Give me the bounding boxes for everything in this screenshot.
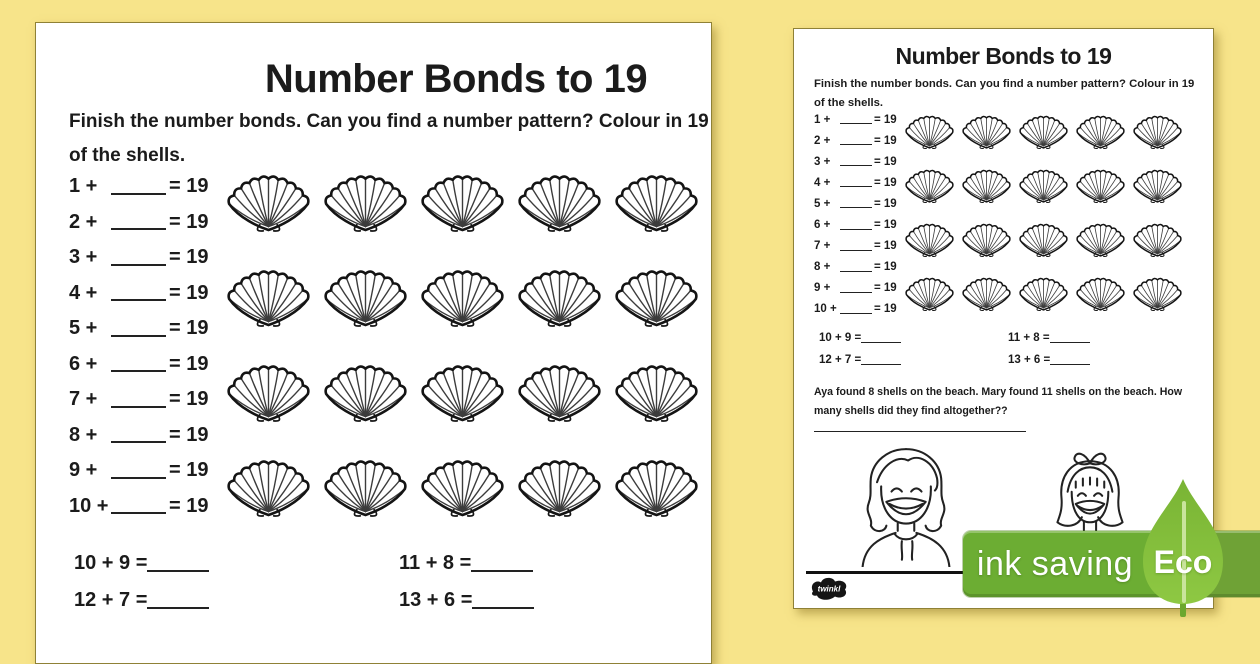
bond-addend: 7 +: [69, 388, 98, 411]
bond-row: [69, 169, 208, 205]
shell-icon: [613, 347, 700, 427]
answer-line: [147, 555, 209, 572]
sum-equation: [399, 552, 533, 575]
shell-icon: [1018, 105, 1069, 152]
shell-cell: [608, 149, 705, 244]
worksheet-page-large: [35, 22, 712, 664]
shell-cell: [958, 101, 1015, 155]
shell-cell: [1072, 101, 1129, 155]
shell-icon: [1018, 267, 1069, 314]
shell-icon: [904, 105, 955, 152]
shell-icon: [225, 252, 312, 332]
shell-cell: [511, 339, 608, 434]
bond-addend: 9 +: [814, 282, 831, 295]
shell-cell: [901, 263, 958, 317]
shell-cell: [901, 209, 958, 263]
sum-text: 13 + 6 =: [399, 589, 473, 611]
bond-row: [814, 236, 897, 257]
shell-cell: [608, 339, 705, 434]
answer-line: [111, 356, 166, 372]
bond-result: = 19: [874, 261, 897, 274]
sum-equation: [1008, 354, 1090, 366]
answer-line: [111, 392, 166, 408]
bond-result: = 19: [169, 352, 209, 375]
shell-icon: [961, 267, 1012, 314]
answer-line: [840, 157, 872, 166]
shell-cell: [317, 434, 414, 529]
shell-icon: [419, 347, 506, 427]
answer-line: [472, 592, 534, 609]
shell-cell: [220, 244, 317, 339]
answer-line: [840, 242, 872, 251]
answer-line: [840, 305, 872, 314]
page-title: Number Bonds to 19: [264, 57, 648, 101]
shell-icon: [613, 252, 700, 332]
bond-row: [69, 382, 208, 418]
shell-icon: [419, 252, 506, 332]
shell-cell: [317, 149, 414, 244]
bond-addend: 1 +: [814, 113, 831, 126]
bond-row: [69, 240, 208, 276]
shell-icon: [1075, 105, 1126, 152]
sum-equation: [74, 552, 209, 575]
sum-equation: [819, 332, 901, 344]
bond-addend: 6 +: [69, 352, 98, 375]
bond-row: [814, 109, 897, 130]
answer-line: [111, 285, 166, 301]
shell-cell: [317, 339, 414, 434]
shell-cell: [220, 339, 317, 434]
shell-icon: [961, 159, 1012, 206]
shell-icon: [1132, 159, 1183, 206]
shell-icon: [322, 252, 409, 332]
answer-line: [840, 136, 872, 145]
shell-icon: [322, 347, 409, 427]
instructions-text: Finish the number bonds. Can you find a number pattern? Colour in 19 of the shells.: [814, 78, 1195, 109]
shell-icon: [516, 252, 603, 332]
shell-cell: [220, 149, 317, 244]
bond-addend: 10 +: [69, 494, 109, 517]
answer-line: [840, 115, 872, 124]
bond-result: = 19: [169, 388, 209, 411]
answer-line: [861, 333, 901, 343]
sum-text: 13 + 6 =: [1008, 354, 1051, 366]
sum-equation: [819, 354, 901, 366]
shell-icon: [225, 442, 312, 522]
answer-line: [111, 498, 166, 514]
shell-cell: [414, 434, 511, 529]
shell-cell: [1072, 155, 1129, 209]
sum-text: 11 + 8 =: [1008, 332, 1050, 344]
shell-icon: [1075, 159, 1126, 206]
bond-row: [814, 151, 897, 172]
answer-line: [861, 355, 901, 365]
answer-line: [471, 555, 533, 572]
shell-icon: [1075, 213, 1126, 260]
shell-cell: [1015, 209, 1072, 263]
answer-line: [840, 178, 872, 187]
shell-icon: [225, 347, 312, 427]
shell-icon: [225, 157, 312, 237]
bond-result: = 19: [874, 219, 897, 232]
bond-addend: 3 +: [69, 246, 98, 269]
shell-cell: [1072, 263, 1129, 317]
shell-grid: [901, 101, 1186, 317]
shell-icon: [613, 157, 700, 237]
bond-addend: 6 +: [814, 219, 831, 232]
shell-cell: [1072, 209, 1129, 263]
answer-line: [111, 214, 166, 230]
answer-line: [840, 284, 872, 293]
shell-cell: [414, 149, 511, 244]
shell-grid: [220, 149, 705, 529]
bond-row: [814, 299, 897, 320]
sum-text: 12 + 7 =: [74, 589, 148, 611]
shell-icon: [904, 159, 955, 206]
sum-equation: [399, 589, 534, 612]
word-problem: [814, 383, 1206, 439]
bond-row: [69, 311, 208, 347]
bond-row: [814, 278, 897, 299]
bond-result: = 19: [874, 197, 897, 210]
shell-icon: [1132, 213, 1183, 260]
shell-icon: [516, 347, 603, 427]
shell-cell: [1015, 155, 1072, 209]
shell-cell: [958, 209, 1015, 263]
bond-result: = 19: [169, 175, 209, 198]
answer-line: [840, 263, 872, 272]
sum-text: 10 + 9 =: [819, 332, 862, 344]
shell-icon: [1132, 105, 1183, 152]
bond-result: = 19: [874, 240, 897, 253]
sum-equation: [74, 589, 209, 612]
answer-line: [840, 199, 872, 208]
shell-icon: [1075, 267, 1126, 314]
bond-addend: 8 +: [814, 261, 831, 274]
bond-result: = 19: [874, 303, 897, 316]
bond-row: [814, 193, 897, 214]
shell-cell: [1015, 263, 1072, 317]
shell-cell: [511, 434, 608, 529]
shell-icon: [1018, 213, 1069, 260]
bond-addend: 5 +: [814, 197, 831, 210]
shell-icon: [613, 442, 700, 522]
shell-icon: [419, 442, 506, 522]
shell-icon: [961, 105, 1012, 152]
shell-cell: [1129, 155, 1186, 209]
bond-addend: 2 +: [69, 210, 98, 233]
shell-icon: [516, 442, 603, 522]
sum-text: 12 + 7 =: [819, 354, 862, 366]
bond-result: = 19: [874, 282, 897, 295]
shell-cell: [1015, 101, 1072, 155]
shell-cell: [901, 155, 958, 209]
page-title: Number Bonds to 19: [895, 43, 1112, 69]
bond-result: = 19: [874, 176, 897, 189]
answer-line: [1050, 333, 1090, 343]
shell-cell: [1129, 263, 1186, 317]
bond-result: = 19: [874, 134, 897, 147]
shell-icon: [904, 213, 955, 260]
shell-cell: [511, 244, 608, 339]
shell-icon: [516, 157, 603, 237]
twinkl-logo: [809, 575, 849, 602]
ink-saving-label: ink saving: [976, 544, 1134, 583]
bond-addend: 5 +: [69, 317, 98, 340]
bond-result: = 19: [874, 155, 897, 168]
bond-addend: 4 +: [69, 281, 98, 304]
bond-result: = 19: [169, 281, 209, 304]
bond-result: = 19: [169, 494, 209, 517]
shell-cell: [317, 244, 414, 339]
bond-addend: 8 +: [69, 423, 98, 446]
eco-label: Eco: [1153, 544, 1213, 580]
svg-text:twinkl: twinkl: [817, 584, 841, 594]
answer-line: [840, 221, 872, 230]
sum-equation: [1008, 332, 1090, 344]
shell-cell: [414, 339, 511, 434]
bond-addend: 9 +: [69, 459, 98, 482]
answer-line: [111, 463, 166, 479]
bond-result: = 19: [169, 210, 209, 233]
bond-result: = 19: [169, 459, 209, 482]
bond-addend: 4 +: [814, 176, 831, 189]
bond-result: = 19: [874, 113, 897, 126]
shell-cell: [220, 434, 317, 529]
shell-cell: [1129, 209, 1186, 263]
shell-cell: [958, 263, 1015, 317]
bond-row: [69, 347, 208, 383]
bond-result: = 19: [169, 317, 209, 340]
shell-cell: [958, 155, 1015, 209]
shell-icon: [904, 267, 955, 314]
shell-cell: [1129, 101, 1186, 155]
footer-divider: [806, 571, 964, 574]
sum-text: 10 + 9 =: [74, 552, 148, 574]
bond-result: = 19: [169, 246, 209, 269]
answer-line: [147, 592, 209, 609]
shell-icon: [1132, 267, 1183, 314]
shell-cell: [608, 434, 705, 529]
shell-cell: [414, 244, 511, 339]
bond-row: [69, 205, 208, 241]
bond-row: [69, 418, 208, 454]
shell-icon: [322, 157, 409, 237]
bond-row: [814, 172, 897, 193]
bond-row: [814, 257, 897, 278]
shell-icon: [961, 213, 1012, 260]
number-bond-list: [814, 109, 897, 320]
answer-line: [111, 250, 166, 266]
sum-text: 11 + 8 =: [399, 552, 472, 574]
bond-addend: 2 +: [814, 134, 831, 147]
bond-row: [69, 276, 208, 312]
shell-cell: [901, 101, 958, 155]
number-bond-list: [69, 169, 208, 524]
shell-icon: [322, 442, 409, 522]
shell-icon: [419, 157, 506, 237]
answer-line: [111, 427, 166, 443]
answer-line: [814, 422, 1026, 432]
shell-cell: [608, 244, 705, 339]
bond-addend: 1 +: [69, 175, 98, 198]
word-problem-text: Aya found 8 shells on the beach. Mary found 11 shells on the beach. How many shells did they find altogether??: [814, 386, 1183, 417]
answer-line: [111, 321, 166, 337]
bond-row: [814, 130, 897, 151]
bond-result: = 19: [169, 423, 209, 446]
bond-row: [69, 489, 208, 525]
answer-line: [111, 179, 166, 195]
answer-line: [1050, 355, 1090, 365]
bond-row: [69, 453, 208, 489]
bond-addend: 10 +: [814, 303, 837, 316]
shell-cell: [511, 149, 608, 244]
bond-addend: 3 +: [814, 155, 831, 168]
bond-row: [814, 214, 897, 235]
shell-icon: [1018, 159, 1069, 206]
instructions-text: Finish the number bonds. Can you find a number pattern? Colour in 19 of the shells.: [69, 111, 709, 167]
bond-addend: 7 +: [814, 240, 831, 253]
girl-wavy-hair-illustration: [854, 445, 958, 567]
